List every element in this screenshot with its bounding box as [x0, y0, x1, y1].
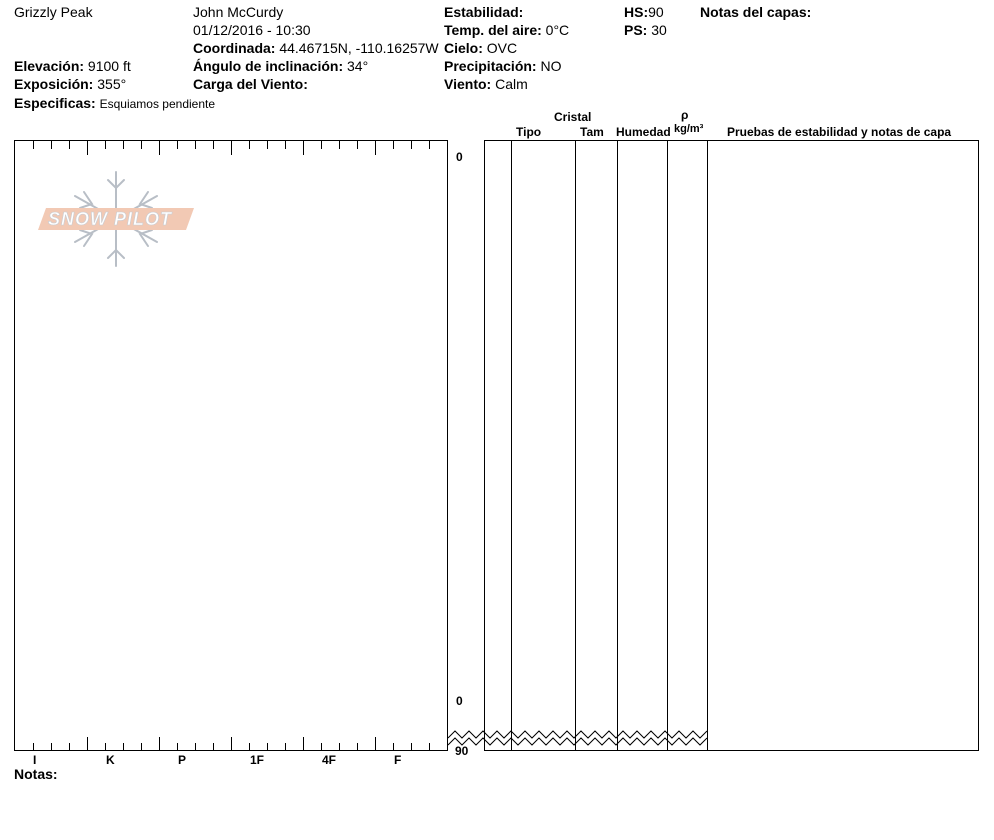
- column-size-header: Tam: [580, 125, 604, 139]
- column-tests-header: Pruebas de estabilidad y notas de capa: [727, 125, 952, 139]
- aspect-value: 355°: [97, 76, 127, 92]
- depth-label-bottom: 90: [455, 744, 469, 758]
- precipitation-label: Precipitación:: [444, 58, 537, 74]
- sky-cover-value: OVC: [486, 40, 518, 56]
- slope-angle-value: 34°: [347, 58, 369, 74]
- aspect-label: Exposición:: [14, 76, 94, 92]
- location-name: Grizzly Peak: [14, 4, 93, 20]
- hardness-label-f: F: [394, 753, 402, 767]
- crystal-group-header: Cristal: [554, 110, 592, 124]
- wind-value: Calm: [495, 76, 528, 92]
- hardness-label-k: K: [106, 753, 115, 767]
- observation-datetime: 01/12/2016 - 10:30: [193, 22, 311, 38]
- coordinates-value: 44.46715N, -110.16257W: [279, 40, 439, 56]
- logo-text: SNOW PILOT: [48, 209, 172, 229]
- snow-pilot-logo: [38, 208, 194, 230]
- air-temperature-value: 0°C: [545, 22, 570, 38]
- sky-cover-label: Cielo:: [444, 40, 483, 56]
- depth-label-lower: 0: [456, 694, 463, 708]
- wind-load-label: Carga del Viento:: [193, 76, 308, 92]
- elevation-value: 9100 ft: [87, 58, 131, 74]
- column-moisture-header: Humedad: [616, 125, 671, 139]
- wind-label: Viento:: [444, 76, 492, 92]
- column-type-header: Tipo: [516, 125, 542, 139]
- snow-height-label: HS:: [624, 4, 649, 20]
- coordinates-label: Coordinada:: [193, 40, 276, 56]
- hardness-label-1f: 1F: [250, 753, 265, 767]
- air-temperature-label: Temp. del aire:: [444, 22, 542, 38]
- stability-label: Estabilidad:: [444, 4, 524, 20]
- hardness-label-p: P: [178, 753, 187, 767]
- pit-depth-value: 30: [651, 22, 667, 38]
- snow-height-value: 90: [648, 4, 664, 20]
- pit-depth-label: PS:: [624, 22, 648, 38]
- specifics-label: Especificas:: [14, 95, 96, 111]
- elevation-label: Elevación:: [14, 58, 85, 74]
- column-density-symbol: ρ: [681, 108, 689, 122]
- precipitation-value: NO: [540, 58, 562, 74]
- hardness-label-4f: 4F: [322, 753, 337, 767]
- notes-label: Notas:: [14, 766, 58, 782]
- observer-name: John McCurdy: [193, 4, 284, 20]
- hardness-label-i: I: [33, 753, 37, 767]
- slope-angle-label: Ángulo de inclinación:: [193, 58, 344, 74]
- depth-label-top: 0: [456, 150, 463, 164]
- specifics-value: Esquiamos pendiente: [99, 97, 216, 111]
- column-density-unit: kg/m³: [674, 123, 704, 135]
- layer-notes-label: Notas del capas:: [700, 4, 812, 20]
